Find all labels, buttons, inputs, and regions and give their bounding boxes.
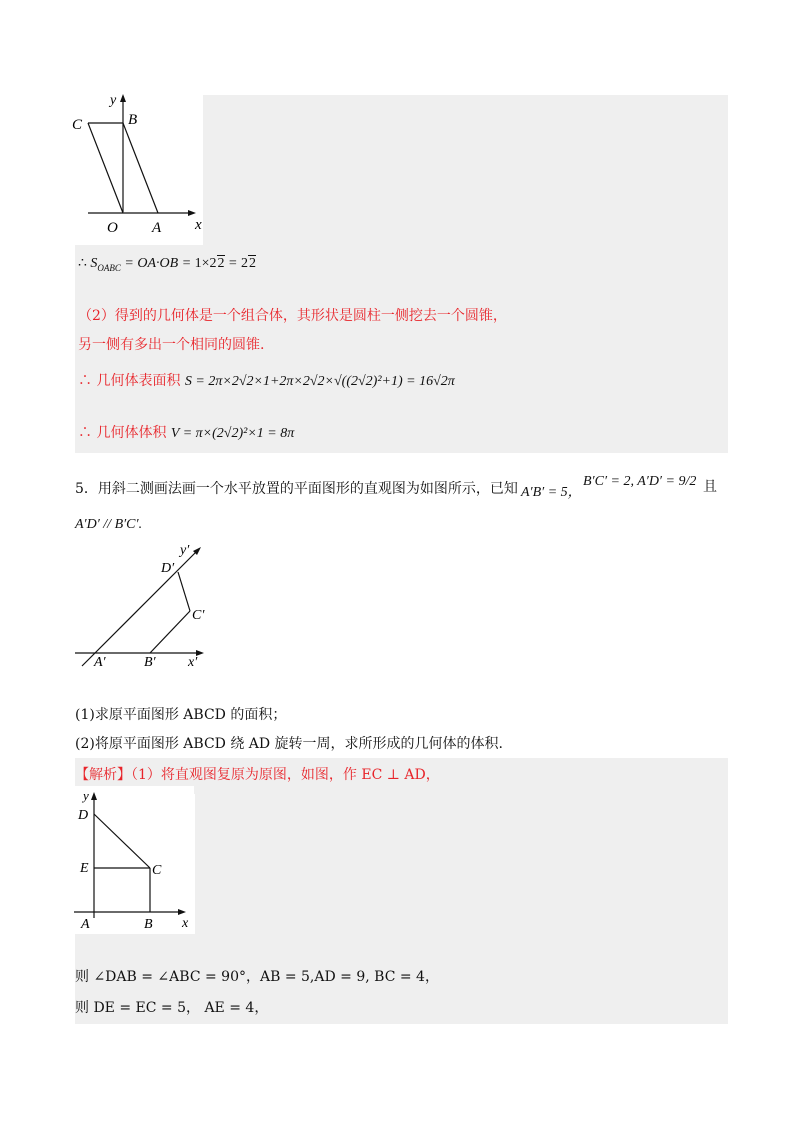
label-d: D — [78, 808, 89, 823]
q2-text-line1: （2）得到的几何体是一个组合体，其形状是圆柱一侧挖去一个圆锥， — [78, 308, 507, 324]
label-c: C — [72, 117, 83, 133]
figure-oblique — [70, 540, 220, 675]
label-e: E — [80, 861, 89, 876]
segment-cb — [150, 611, 190, 653]
problem5-and: 且 — [703, 479, 717, 495]
problem5-cond1: A′B′ = 5， — [521, 485, 582, 500]
solution-angles: 则 ∠DAB = ∠ABC = 90°，AB = 5,AD = 9, BC = 4， — [75, 969, 439, 985]
segment-co — [88, 123, 123, 213]
segment-ba — [123, 123, 158, 213]
label-x: x — [195, 217, 202, 233]
label-a: A — [152, 220, 162, 236]
x-axis-arrow — [188, 210, 196, 216]
label-x: x — [182, 916, 189, 931]
solution-tag: 【解析】 — [75, 767, 131, 783]
solution-panel-bottom-right — [195, 794, 728, 934]
label-b: B — [144, 917, 153, 932]
label-o: O — [107, 220, 118, 236]
surface-formula: S = 2π×2√2×1+2π×2√2×√((2√2)²+1) = 16√2π — [184, 374, 455, 389]
label-y-prime: y′ — [180, 543, 190, 558]
label-x-prime: x′ — [188, 655, 198, 670]
problem5-cond3: A′D′ // B′C′. — [75, 517, 143, 532]
solution-step1-row — [75, 764, 440, 784]
label-c-prime: C′ — [192, 608, 205, 623]
solution-step1: （1）将直观图复原为原图，如图，作 EC ⊥ AD， — [131, 767, 440, 783]
volume-row — [78, 422, 294, 442]
label-y: y — [110, 93, 117, 108]
label-y: y — [83, 788, 89, 803]
y-axis-arrow — [120, 94, 126, 102]
figure-restored — [72, 786, 194, 934]
volume-formula: V = π×(2√2)²×1 = 8π — [170, 426, 295, 441]
problem5-cond2: B′C′ = 2, A′D′ = 9/2 — [583, 474, 697, 489]
label-b: B — [128, 112, 138, 128]
segment-dc — [178, 572, 190, 611]
label-d-prime: D′ — [161, 561, 175, 576]
label-c: C — [152, 863, 162, 878]
label-a: A — [81, 917, 90, 932]
q2-text-line2: 另一侧有多出一个相同的圆锥. — [78, 337, 265, 353]
surface-row — [78, 370, 455, 390]
volume-label: ∴ 几何体体积 — [78, 425, 167, 441]
area-formula: ∴ $S_{OABC} = OA\cdot OB = 1\times 22 = 22$ — [78, 256, 256, 273]
label-a-prime: A′ — [94, 655, 106, 670]
solution-lengths: 则 DE = EC = 5， AE = 4， — [75, 1000, 269, 1016]
sub-question-1: (1)求原平面图形 ABCD 的面积； — [75, 707, 287, 723]
figure-oabc — [70, 92, 205, 242]
solution-panel-top — [203, 95, 728, 245]
problem5-intro: 5．用斜二测画法画一个水平放置的平面图形的直观图为如图所示，已知 — [75, 481, 518, 497]
label-b-prime: B′ — [144, 655, 156, 670]
surface-label: ∴ 几何体表面积 — [78, 373, 181, 389]
sub-question-2: (2)将原平面图形 ABCD 绕 AD 旋转一周，求所形成的几何体的体积. — [75, 736, 504, 752]
y-prime-axis — [82, 550, 198, 666]
